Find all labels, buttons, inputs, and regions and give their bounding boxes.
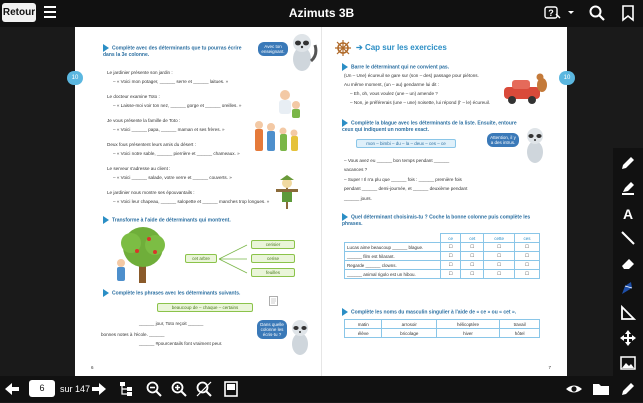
text-line: – Eh, oh, vous voulez (une – un) amende ? bbox=[350, 91, 438, 97]
checkbox[interactable]: ☐ bbox=[441, 243, 461, 252]
annotation-toolbar bbox=[613, 148, 643, 376]
menu-icon[interactable] bbox=[44, 6, 56, 17]
text-line: – « Voici notre sable, ______ pierrière et ______ chameaux. » bbox=[113, 151, 240, 157]
zoom-out-icon[interactable] bbox=[145, 380, 163, 398]
intrus-hint-bubble: Attention, il y a des intrus. bbox=[487, 133, 519, 147]
right-page-tab: 10 bbox=[559, 71, 575, 85]
table-row bbox=[345, 270, 540, 279]
text-line: ______ jour, Toto reçoit ______ bbox=[139, 321, 203, 327]
table-cell: arrosoir bbox=[382, 320, 436, 329]
doctor-illustration-icon bbox=[273, 87, 303, 119]
exercise-triangle-icon bbox=[103, 216, 109, 224]
checkbox[interactable]: ☐ bbox=[461, 261, 484, 270]
checkbox[interactable]: ☐ bbox=[514, 252, 539, 261]
checkbox[interactable]: ☐ bbox=[484, 261, 515, 270]
text-line: – « Voici leur chapeau, ______ salopette et ______ manches trop longues. » bbox=[113, 199, 269, 205]
text-line: Le serveur s'adresse au client : bbox=[107, 166, 170, 172]
eye-icon[interactable] bbox=[565, 380, 583, 398]
word-list-box: mon – bimbi – du – la – deux – ces – ce bbox=[356, 139, 456, 148]
left-page bbox=[75, 27, 321, 376]
single-page-view-icon[interactable] bbox=[222, 380, 240, 398]
text-line: – Super ! Il n'a plu que ______ fois : ______ première fois bbox=[344, 177, 462, 183]
target-word-box: feuilles bbox=[251, 268, 295, 277]
checkbox[interactable]: ☐ bbox=[441, 261, 461, 270]
page-number: 7 bbox=[548, 365, 551, 370]
table-cell: hélicoptère bbox=[436, 320, 499, 329]
word-list-box: beaucoup de – chaque – certains bbox=[157, 303, 253, 312]
section-title: ➔ Cap sur les exercices bbox=[356, 43, 447, 52]
bottom-toolbar bbox=[0, 376, 643, 402]
exercise-1-instruction: Complète avec des déterminants que tu pourras écrire dans la 3e colonne. bbox=[103, 44, 253, 58]
exercise-triangle-icon bbox=[103, 44, 109, 52]
exercise-triangle-icon bbox=[103, 289, 109, 297]
table-row bbox=[345, 252, 540, 261]
checkbox[interactable]: ☐ bbox=[484, 252, 515, 261]
ship-wheel-icon bbox=[334, 39, 352, 57]
text-line: – Vous avez eu ______ bon temps pendant ______ bbox=[344, 158, 449, 164]
right-page bbox=[321, 27, 567, 376]
table-row bbox=[345, 261, 540, 270]
table-row bbox=[345, 320, 540, 329]
fit-zoom-icon[interactable] bbox=[195, 380, 213, 398]
text-line: – « Voici ______ papa, ______ maman et ses frères. » bbox=[113, 127, 225, 133]
exercise-3-instruction: Quel déterminant choisirais-tu ? Coche la bonne colonne puis complète les phrases. bbox=[342, 213, 532, 227]
car-squirrel-illustration-icon bbox=[502, 71, 548, 107]
text-icon[interactable] bbox=[619, 204, 637, 222]
column-hint-bubble: Dans quelle colonne les écris-tu ? bbox=[257, 320, 287, 339]
row-sentence: Lucas aime beaucoup ______ blague. bbox=[345, 243, 441, 252]
table-row bbox=[345, 243, 540, 252]
table-of-contents-icon[interactable] bbox=[118, 380, 136, 398]
help-icon[interactable] bbox=[543, 4, 561, 22]
row-sentence: ______ animal rigolo est un hibou. bbox=[345, 270, 441, 279]
page-count-label: sur 147 bbox=[60, 384, 90, 394]
highlighter-icon[interactable] bbox=[619, 179, 637, 197]
pen-icon[interactable] bbox=[619, 279, 637, 297]
previous-page-icon[interactable] bbox=[3, 380, 21, 398]
ruler-icon[interactable] bbox=[619, 304, 637, 322]
page-number: 6 bbox=[91, 365, 94, 370]
exercise-2-instruction: Complète la blague avec les déterminants de la liste. Ensuite, entoure ceux qui indiquent un nombre exact. bbox=[342, 119, 522, 133]
zoom-in-icon[interactable] bbox=[170, 380, 188, 398]
checkbox[interactable]: ☐ bbox=[461, 270, 484, 279]
table-cell: hôtel bbox=[500, 329, 540, 338]
row-sentence: ______ film est hilarant. bbox=[345, 252, 441, 261]
text-line: ______ jours. bbox=[344, 196, 372, 202]
exercise-3-instruction: Complète les phrases avec les déterminants suivants. bbox=[103, 289, 240, 297]
checkbox[interactable]: ☐ bbox=[441, 270, 461, 279]
determinant-table bbox=[344, 233, 540, 279]
line-icon[interactable] bbox=[619, 229, 637, 247]
row-sentence: Regarde ______ clowns. bbox=[345, 261, 441, 270]
next-page-icon[interactable] bbox=[90, 380, 108, 398]
scarecrow-illustration-icon bbox=[273, 175, 301, 209]
checkbox[interactable]: ☐ bbox=[441, 252, 461, 261]
table-corner bbox=[345, 234, 441, 243]
text-line: – « Voici ______ salade, votre verre et ______ couverts. » bbox=[113, 175, 232, 181]
column-header: ces bbox=[514, 234, 539, 243]
text-line: ______ #pourcentails font vraiment peur. bbox=[139, 341, 222, 347]
chevron-down-icon[interactable] bbox=[566, 4, 576, 22]
left-page-tab: 10 bbox=[67, 71, 83, 85]
arrows-icon bbox=[217, 241, 251, 281]
checkbox[interactable]: ☐ bbox=[484, 270, 515, 279]
checkbox[interactable]: ☐ bbox=[461, 243, 484, 252]
checkbox[interactable]: ☐ bbox=[461, 252, 484, 261]
text-line: vacances ? bbox=[344, 167, 367, 173]
checkbox[interactable]: ☐ bbox=[484, 243, 515, 252]
app-title: Azimuts 3B bbox=[0, 6, 643, 20]
exercise-triangle-icon bbox=[342, 63, 348, 71]
text-line: (Un – Une) écureuil se gare sur (son – des) passage pour piétons. bbox=[344, 73, 479, 79]
text-line: bonnes notes à l'école. ______ bbox=[101, 332, 164, 338]
raccoon-illustration-icon bbox=[520, 125, 550, 165]
exercise-2-instruction: Transforme à l'aide de déterminants qui montrent. bbox=[103, 216, 231, 224]
page-number-input[interactable]: 6 bbox=[29, 380, 55, 397]
annotate-pencil-icon[interactable] bbox=[619, 380, 637, 398]
text-line: Le docteur examine Toto : bbox=[107, 94, 160, 100]
table-row bbox=[345, 329, 540, 338]
table-cell: hiver bbox=[436, 329, 499, 338]
book-spread bbox=[75, 27, 567, 376]
text-line: Le jardinier nous montre ses épouvantails : bbox=[107, 190, 195, 196]
move-icon[interactable] bbox=[619, 329, 637, 347]
text-line: Je vous présente la famille de Toto : bbox=[107, 118, 180, 124]
document-icon bbox=[269, 296, 278, 306]
pencil-icon[interactable] bbox=[619, 154, 637, 172]
teacher-bubble: Avec ton enseignant. bbox=[258, 42, 288, 56]
eraser-icon[interactable] bbox=[619, 254, 637, 272]
raccoon-illustration-icon bbox=[285, 31, 319, 73]
table-cell: travail bbox=[500, 320, 540, 329]
source-word-box: cet arbre bbox=[185, 254, 217, 263]
table-cell: bricolage bbox=[382, 329, 436, 338]
text-line: – Non, je préférerais (une – une) noisette, lui répond (l' – le) écureuil. bbox=[350, 100, 490, 106]
top-toolbar bbox=[0, 0, 643, 27]
raccoon-illustration-icon bbox=[285, 317, 315, 357]
text-line: – « Laisse-moi voir ton nez, ______ gorge et ______ oreilles. » bbox=[113, 103, 241, 109]
exercise-triangle-icon bbox=[342, 119, 348, 127]
back-button[interactable]: Retour bbox=[2, 3, 36, 22]
text-line: Deux fous présentent leurs amis du désert : bbox=[107, 142, 196, 148]
folder-icon[interactable] bbox=[592, 380, 610, 398]
text-line: Le jardinier présente son jardin : bbox=[107, 70, 173, 76]
checkbox[interactable]: ☐ bbox=[514, 243, 539, 252]
column-header: cet bbox=[461, 234, 484, 243]
exercise-1-instruction: Barre le déterminant qui ne convient pas. bbox=[342, 63, 449, 71]
family-illustration-icon bbox=[251, 119, 307, 159]
noun-table bbox=[344, 319, 540, 338]
exercise-4-instruction: Complète les noms du masculin singulier à l'aide de « ce » ou « cet ». bbox=[342, 308, 516, 316]
svg-text:?: ? bbox=[548, 8, 554, 18]
search-icon[interactable] bbox=[588, 4, 606, 22]
column-header: ce bbox=[441, 234, 461, 243]
column-header: cette bbox=[484, 234, 515, 243]
text-line: – « Voici mon potager, ______ serre et ______ laitues. » bbox=[113, 79, 228, 85]
table-cell: matin bbox=[345, 320, 382, 329]
bookmark-icon[interactable] bbox=[619, 4, 637, 22]
image-icon[interactable] bbox=[619, 354, 637, 372]
exercise-triangle-icon bbox=[342, 308, 348, 316]
svg-text:A: A bbox=[623, 206, 633, 222]
target-word-box: cerise bbox=[251, 254, 295, 263]
target-word-box: cerisier bbox=[251, 240, 295, 249]
text-line: Au même moment, (un – au) gendarme lui dit : bbox=[344, 82, 439, 88]
checkbox[interactable]: ☐ bbox=[514, 270, 539, 279]
table-cell: élève bbox=[345, 329, 382, 338]
tree-illustration-icon bbox=[109, 225, 175, 285]
checkbox[interactable]: ☐ bbox=[514, 261, 539, 270]
text-line: pendant ______ demi-journée, et ______ deuxième pendant bbox=[344, 186, 467, 192]
exercise-triangle-icon bbox=[342, 213, 348, 221]
